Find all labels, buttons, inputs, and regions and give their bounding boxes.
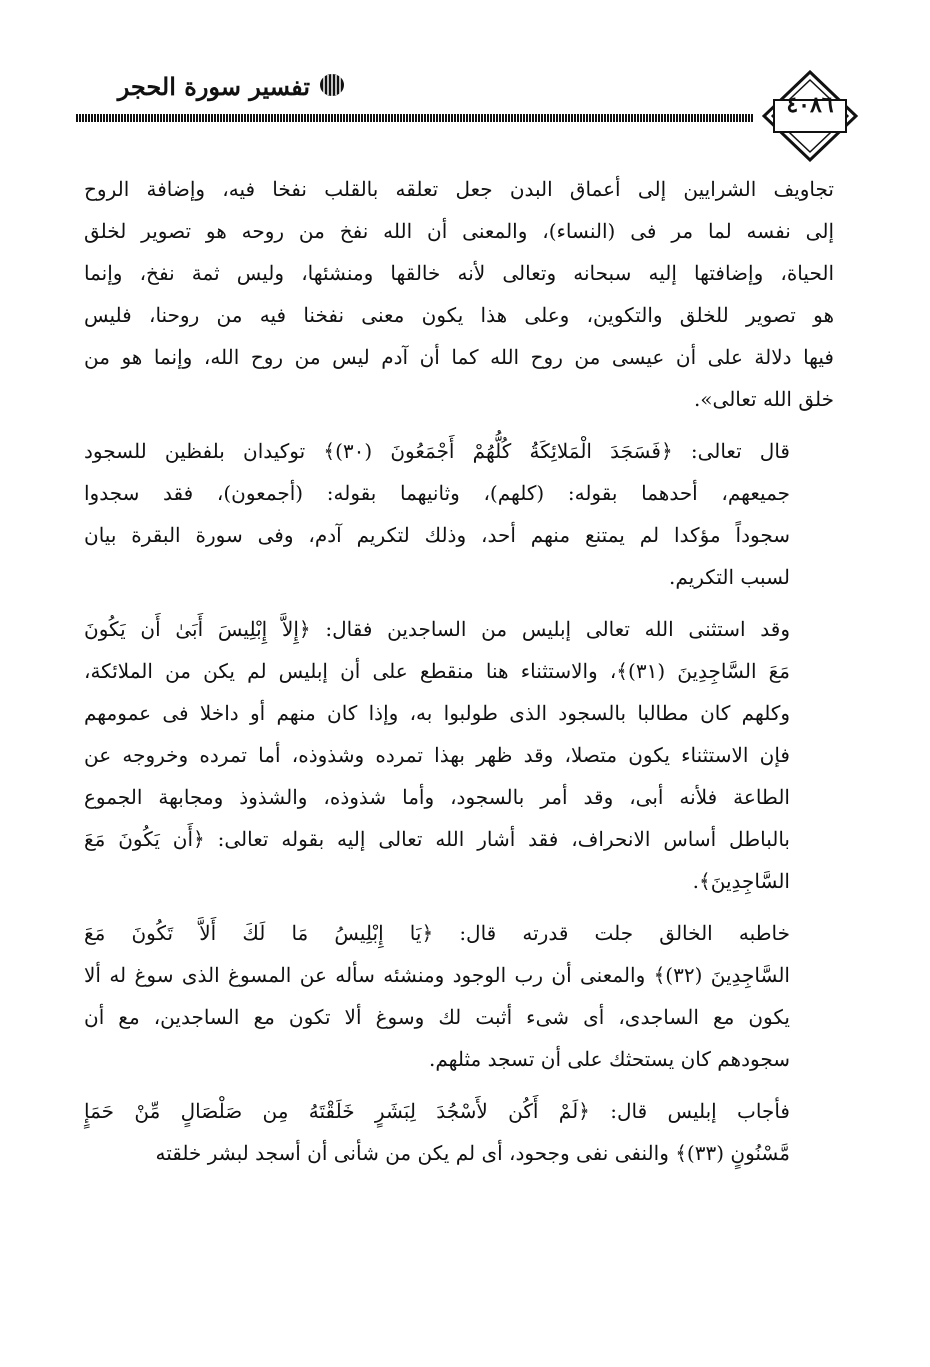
running-title: تفسير سورة الحجر (117, 72, 310, 101)
text-line: فأجاب إبليس قال: ﴿لَمْ أَكُن لأَسْجُدَ لِبَشَرٍ خَلَقْتَهُ مِن صَلْصَالٍ مِّنْ حَمَإٍ (84, 1099, 790, 1123)
text-line: لسبب التكريم. (669, 565, 790, 589)
text-line: السَّاجِدِينَ (٣٢)﴾ والمعنى أن رب الوجود ومنشئه سأله عن المسوغ الذى سوغ له ألا (84, 963, 790, 987)
text-line: بالباطل أساس الانحراف، فقد أشار الله تعالى إليه بقوله تعالى: ﴿أَن يَكُونَ مَعَ (84, 827, 790, 851)
text-line: وقد استثنى الله تعالى إبليس من الساجدين فقال: ﴿إِلاَّ إِبْلِيسَ أَبَىٰ أَن يَكُونَ (84, 617, 790, 641)
text-line: سجوداً مؤكدا لم يمتنع منهم أحد، وذلك لتكريم آدم، وفى سورة البقرة بيان (84, 523, 790, 547)
page-number: ٤٠٨٦ (786, 92, 834, 118)
header-rule (76, 114, 754, 122)
paragraph (84, 1090, 834, 1174)
paragraph (84, 430, 834, 598)
text-line: مَّسْنُونٍ (٣٣)﴾ والنفى نفى وجحود، أى لم يكن من شأنى أن أسجد لبشر خلقته (155, 1141, 790, 1165)
text-line: فإن الاستثناء يكون متصلا، وقد ظهر بهذا تمرده وشذوذه، أما تمرده وخروجه عن (84, 743, 790, 767)
text-line: هو تصوير للخلق والتكوين، وعلى هذا يكون معنى نفخنا فيه من روحنا، فليس (84, 303, 834, 327)
text-line: خلق الله تعالى». (693, 387, 834, 411)
text-line: السَّاجِدِينَ﴾. (692, 869, 790, 893)
body-text (84, 168, 834, 1184)
text-line: الحياة، وإضافتها إليه سبحانه وتعالى لأنه خالقها ومنشئها، وليس ثمة نفخ، وإنما (84, 261, 834, 285)
paragraph (84, 912, 834, 1080)
text-line: خاطبه الخالق جلت قدرته قال: ﴿يَا إِبْلِيسُ مَا لَكَ أَلاَّ تَكُونَ مَعَ (84, 921, 790, 945)
text-line: إلى نفسه لما مر فى (النساء)، والمعنى أن الله نفخ من روحه هو تصوير لخلق (84, 219, 834, 243)
ornament-icon (318, 72, 346, 98)
text-line: فيها دلالة على أن عيسى من روح الله كما أن آدم ليس من روح الله، وإنما هو من (84, 345, 834, 369)
text-line: سجودهم كان يستحثك على أن تسجد مثلهم. (429, 1047, 790, 1071)
text-line: مَعَ السَّاجِدِينَ (٣١)﴾، والاستثناء هنا منقطع على أن إبليس لم يكن من الملائكة، (84, 659, 790, 683)
text-line: الطاعة فلأنه أبى، وقد أمر بالسجود، وأما شذوذه، والشذوذ ومجابهة الجموع (84, 785, 790, 809)
paragraph (84, 168, 834, 420)
page-header (0, 0, 930, 170)
text-line: وكلهم كان مطالبا بالسجود الذى طولبوا به، وإذا كان منهم أو داخلا فى عمومهم (84, 701, 790, 725)
text-line: تجاويف الشرايين إلى أعماق البدن جعل تعلقه بالقلب نفخا فيه، وإضافة الروح (84, 177, 834, 201)
text-line: جميعهم، أحدهما بقوله: (كلهم)، وثانيهما بقوله: (أجمعون)، فقد سجدوا (84, 481, 790, 505)
paragraph (84, 608, 834, 902)
text-line: يكون مع الساجدى، أى شىء أثبت لك وسوغ ألا تكون مع الساجدين، مع أن (84, 1005, 790, 1029)
text-line: قال تعالى: ﴿فَسَجَدَ الْمَلائِكَةُ كُلُّهُمْ أَجْمَعُونَ (٣٠)﴾ توكيدان بلفظين للسجود (84, 439, 790, 463)
